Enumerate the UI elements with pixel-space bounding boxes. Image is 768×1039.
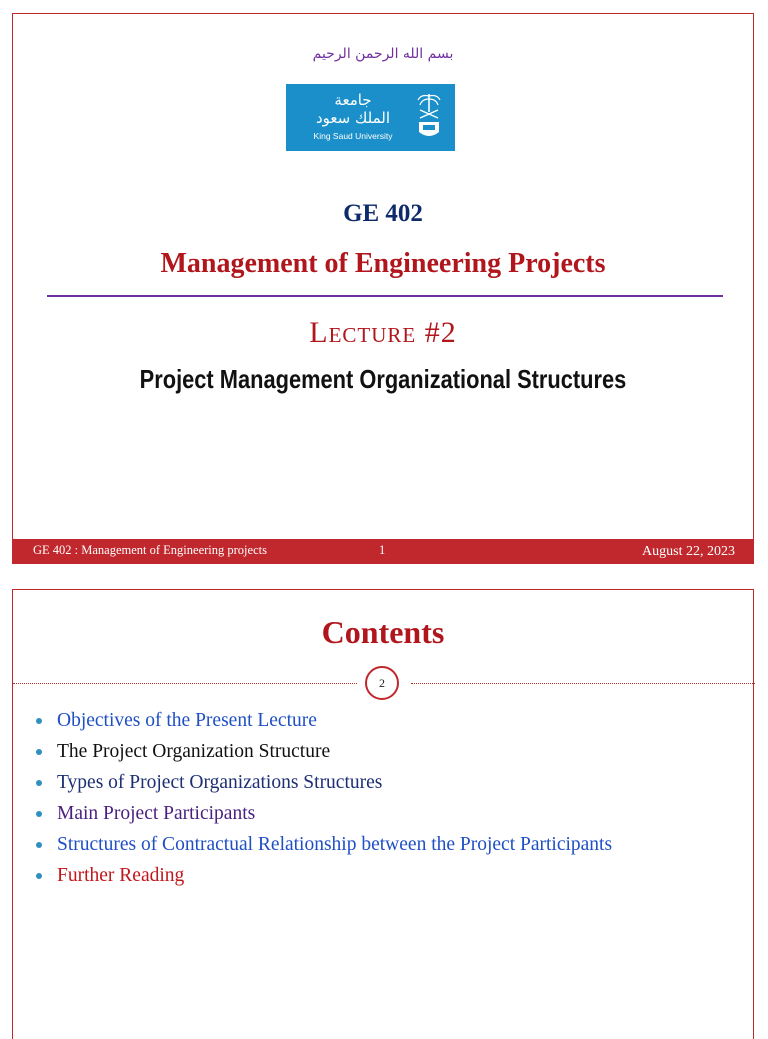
logo-english-text: King Saud University <box>313 131 393 141</box>
contents-heading: Contents <box>321 614 445 650</box>
contents-item-label: The Project Organization Structure <box>57 741 331 762</box>
dotted-divider-left <box>13 683 357 684</box>
contents-list <box>33 707 612 893</box>
contents-item[interactable] <box>33 831 612 862</box>
contents-item[interactable] <box>33 707 612 738</box>
contents-item[interactable] <box>33 862 612 893</box>
contents-item-label: Main Project Participants <box>57 803 256 824</box>
dotted-divider-right <box>411 683 755 684</box>
basmala-text: بسم الله الرحمن الرحيم <box>312 46 454 62</box>
contents-item-label: Types of Project Organizations Structures <box>57 772 383 793</box>
slide-2 <box>12 589 754 1039</box>
contents-item[interactable] <box>33 738 612 769</box>
footer-course: GE 402 : Management of Engineering projects <box>33 543 267 557</box>
slide-footer <box>13 539 753 563</box>
footer-page-number: 1 <box>379 543 386 557</box>
palm-swords-emblem-icon <box>414 90 444 144</box>
course-code: GE 402 <box>343 200 423 227</box>
logo-arabic-line-1: جامعة <box>334 91 372 109</box>
contents-item-label: Structures of Contractual Relationship between the Project Participants <box>57 834 613 855</box>
logo-arabic-line-2: الملك سعود <box>315 109 391 127</box>
slide-1 <box>12 13 754 564</box>
logo-arabic-text <box>300 91 406 127</box>
title-divider <box>47 295 723 297</box>
contents-item[interactable] <box>33 769 612 800</box>
lecture-number: Lecture #2 <box>309 316 457 349</box>
page-number-badge: 2 <box>365 666 399 700</box>
contents-item-label: Objectives of the Present Lecture <box>57 710 317 731</box>
ksu-logo <box>286 84 455 151</box>
course-title: Management of Engineering Projects <box>160 248 606 279</box>
footer-date: August 22, 2023 <box>642 544 735 559</box>
lecture-title: Project Management Organizational Structures <box>139 364 627 394</box>
contents-item-label: Further Reading <box>57 865 185 886</box>
contents-item[interactable] <box>33 800 612 831</box>
